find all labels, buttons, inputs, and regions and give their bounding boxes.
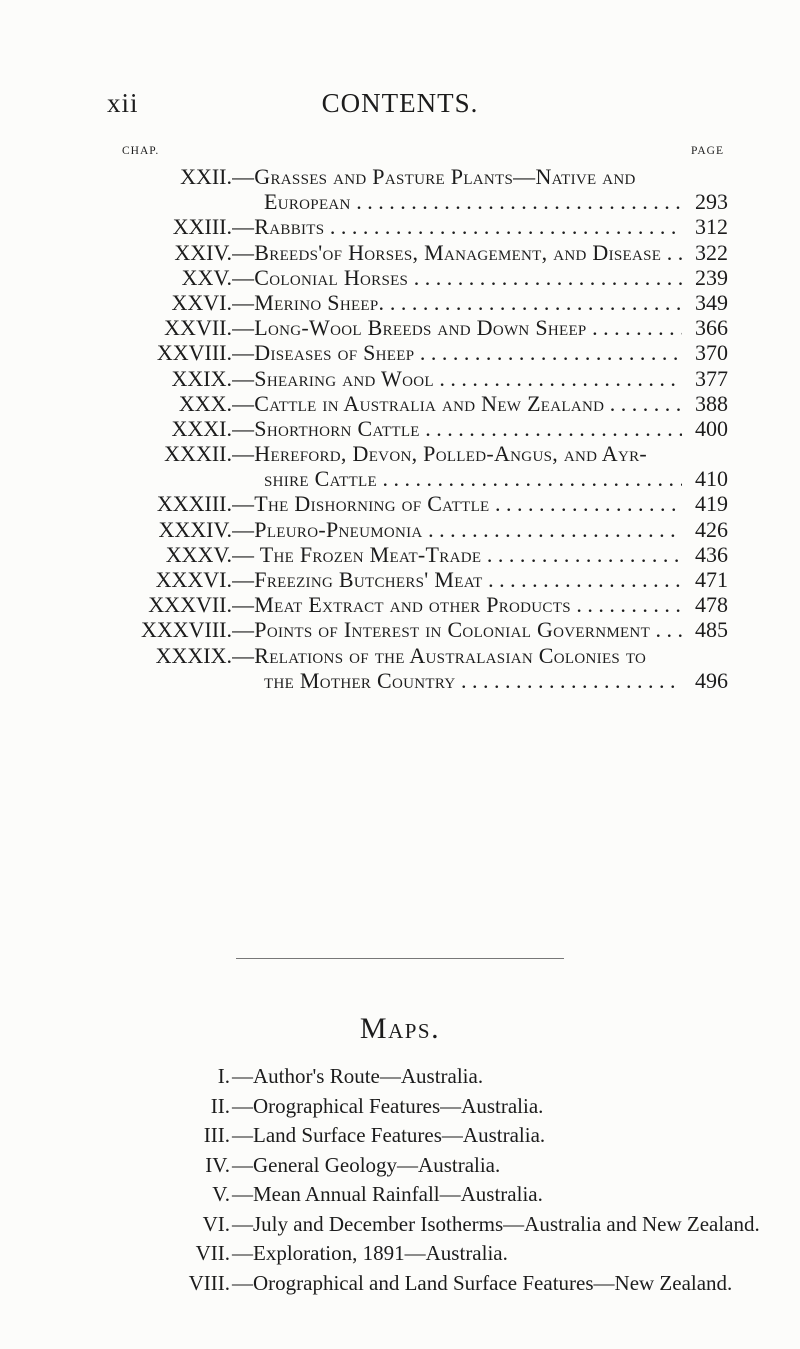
map-number: VI. bbox=[202, 1211, 230, 1236]
map-entry bbox=[0, 1121, 800, 1151]
page-ref: 485 bbox=[695, 617, 728, 643]
page-ref: 400 bbox=[695, 415, 728, 441]
toc-entry bbox=[0, 643, 800, 668]
dot-leader bbox=[351, 189, 682, 214]
chapter-title bbox=[232, 340, 682, 365]
chapter-title-text: —Points of Interest in Colonial Government bbox=[232, 617, 651, 643]
toc-entry bbox=[0, 441, 800, 466]
chapter-title bbox=[232, 416, 682, 441]
toc-entry bbox=[0, 164, 800, 189]
chapter-title-text: —Long-Wool Breeds and Down Sheep bbox=[232, 315, 587, 341]
chapter-number: XXXVII. bbox=[148, 592, 232, 618]
chapter-title bbox=[232, 643, 682, 668]
page-ref: 312 bbox=[695, 214, 728, 240]
dot-leader bbox=[377, 466, 682, 491]
toc-entry bbox=[0, 617, 800, 642]
chapter-title-text: —Rabbits bbox=[232, 214, 325, 240]
chapter-title-text: —Diseases of Sheep bbox=[232, 340, 415, 366]
chapter-title bbox=[232, 567, 682, 592]
map-number: VII. bbox=[195, 1241, 230, 1265]
chapter-title bbox=[232, 592, 682, 617]
toc-entry bbox=[0, 542, 800, 567]
maps-list bbox=[0, 1062, 800, 1298]
page-ref: 419 bbox=[695, 491, 728, 517]
chapter-title bbox=[232, 542, 682, 567]
toc-entry bbox=[0, 366, 800, 391]
chapter-title-text: —Freezing Butchers' Meat bbox=[232, 567, 483, 592]
map-number: IV. bbox=[205, 1152, 230, 1177]
page-column-head: PAGE bbox=[691, 145, 724, 157]
dot-leader bbox=[661, 240, 682, 265]
page-ref: 436 bbox=[695, 541, 728, 567]
dot-leader bbox=[490, 491, 683, 516]
chapter-title-text: —Shorthorn Cattle bbox=[232, 415, 420, 441]
page-number: xii bbox=[107, 88, 139, 118]
chapter-title bbox=[232, 290, 682, 315]
dot-leader bbox=[587, 315, 682, 340]
dot-leader bbox=[434, 366, 682, 391]
map-title: —General Geology—Australia. bbox=[232, 1152, 501, 1177]
toc-entry bbox=[0, 240, 800, 265]
toc-entry bbox=[0, 265, 800, 290]
chapter-number: XXXIV. bbox=[158, 516, 232, 542]
dot-leader bbox=[604, 391, 682, 416]
map-number: II. bbox=[210, 1093, 230, 1118]
toc-entry bbox=[0, 340, 800, 365]
dot-leader bbox=[483, 567, 682, 592]
map-title: —Exploration, 1891—Australia. bbox=[232, 1241, 508, 1265]
toc-entry bbox=[0, 567, 800, 592]
chapter-title bbox=[264, 668, 682, 693]
dot-leader bbox=[455, 668, 682, 693]
dot-leader bbox=[420, 416, 682, 441]
chapter-title-text: shire Cattle bbox=[264, 466, 377, 492]
page-ref: 377 bbox=[695, 365, 728, 391]
chapter-title-text: —Relations of the Australasian Colonies to bbox=[232, 642, 647, 668]
chapter-title bbox=[232, 265, 682, 290]
toc-entry bbox=[0, 668, 800, 693]
chapter-number: XXVI. bbox=[171, 289, 232, 315]
chapter-title-text: —Grasses and Pasture Plants—Native and bbox=[232, 164, 636, 189]
chapter-title bbox=[232, 517, 682, 542]
toc-entry bbox=[0, 214, 800, 239]
chapter-number: XXX. bbox=[178, 390, 232, 416]
chapter-title bbox=[232, 214, 682, 239]
toc-entry bbox=[0, 517, 800, 542]
chapter-number: XXXII. bbox=[164, 441, 232, 467]
chapter-title-text: —Colonial Horses bbox=[232, 264, 409, 290]
chapter-number: XXXI. bbox=[171, 415, 232, 441]
map-entry bbox=[0, 1269, 800, 1299]
dot-leader bbox=[408, 265, 682, 290]
page-ref: 366 bbox=[695, 315, 728, 341]
toc-entry bbox=[0, 592, 800, 617]
chapter-title-text: European bbox=[264, 189, 351, 215]
page-ref: 349 bbox=[695, 289, 728, 315]
chapter-title-text: —Cattle in Australia and New Zealand bbox=[232, 390, 605, 416]
chapter-title bbox=[232, 617, 682, 642]
dot-leader bbox=[571, 592, 682, 617]
dot-leader bbox=[414, 340, 682, 365]
chapter-title-text: —The Dishorning of Cattle bbox=[232, 491, 490, 517]
chapter-number: XXV. bbox=[181, 264, 232, 290]
page-ref: 471 bbox=[695, 567, 728, 592]
map-number: V. bbox=[212, 1182, 230, 1206]
map-title: —Land Surface Features—Australia. bbox=[232, 1123, 546, 1147]
chapter-title bbox=[232, 366, 682, 391]
chapter-number: XXII. bbox=[180, 164, 232, 189]
map-entry bbox=[0, 1180, 800, 1210]
chapter-title bbox=[232, 391, 682, 416]
map-title: —Orographical and Land Surface Features—New Zealand. bbox=[232, 1270, 733, 1295]
toc-entry bbox=[0, 466, 800, 491]
toc-entry bbox=[0, 491, 800, 516]
chapter-title-text: —Shearing and Wool bbox=[232, 365, 434, 391]
map-title: —Mean Annual Rainfall—Australia. bbox=[232, 1182, 543, 1206]
dot-leader bbox=[423, 517, 682, 542]
chapter-title bbox=[264, 189, 682, 214]
map-number: VIII. bbox=[188, 1270, 230, 1295]
chapter-number: XXVII. bbox=[164, 315, 232, 341]
map-number: III. bbox=[203, 1123, 230, 1147]
chapter-title-text: —Merino Sheep. bbox=[232, 289, 385, 315]
chapter-number: XXXIX. bbox=[155, 642, 232, 668]
map-title: —Author's Route—Australia. bbox=[232, 1064, 484, 1088]
toc-entry bbox=[0, 290, 800, 315]
chapter-number: XXXVI. bbox=[155, 567, 232, 592]
section-divider bbox=[236, 958, 564, 959]
map-entry bbox=[0, 1151, 800, 1181]
map-entry bbox=[0, 1062, 800, 1092]
chapter-number: XXVIII. bbox=[156, 340, 232, 366]
page-ref: 370 bbox=[695, 340, 728, 366]
chapter-title bbox=[232, 441, 682, 466]
chapter-list bbox=[0, 164, 800, 693]
chapter-title-text: —Hereford, Devon, Polled-Angus, and Ayr- bbox=[232, 441, 648, 467]
map-entry bbox=[0, 1092, 800, 1122]
chapter-title bbox=[264, 466, 682, 491]
chapter-title bbox=[232, 315, 682, 340]
page-ref: 293 bbox=[695, 189, 728, 215]
dot-leader bbox=[384, 290, 682, 315]
chap-column-head: CHAP. bbox=[122, 145, 160, 157]
chapter-number: XXXIII. bbox=[156, 491, 232, 517]
chapter-title bbox=[232, 240, 682, 265]
maps-heading: Maps. bbox=[359, 1012, 441, 1045]
map-entry bbox=[0, 1239, 800, 1269]
chapter-title-text: —Pleuro-Pneumonia bbox=[232, 516, 423, 542]
running-title: CONTENTS. bbox=[321, 88, 479, 118]
page-ref: 239 bbox=[695, 264, 728, 290]
dot-leader bbox=[324, 214, 682, 239]
chapter-number: XXIV. bbox=[174, 239, 232, 265]
map-entry bbox=[0, 1210, 800, 1240]
map-title: —Orographical Features—Australia. bbox=[232, 1093, 544, 1118]
toc-entry bbox=[0, 315, 800, 340]
chapter-title-text: —Meat Extract and other Products bbox=[232, 592, 571, 618]
dot-leader bbox=[650, 617, 682, 642]
toc-entry bbox=[0, 416, 800, 441]
chapter-title-text: —Breeds'of Horses, Management, and Disease bbox=[232, 239, 662, 265]
chapter-title bbox=[232, 164, 682, 189]
page-ref: 496 bbox=[695, 667, 728, 693]
page-header bbox=[0, 88, 800, 132]
chapter-number: XXIX. bbox=[171, 365, 232, 391]
map-number: I. bbox=[217, 1064, 230, 1088]
page-ref: 410 bbox=[695, 466, 728, 492]
chapter-number: XXXV. bbox=[165, 541, 232, 567]
page-ref: 478 bbox=[695, 592, 728, 618]
chapter-title-text: — The Frozen Meat-Trade bbox=[232, 541, 482, 567]
chapter-title-text: the Mother Country bbox=[264, 667, 456, 693]
chapter-title bbox=[232, 491, 682, 516]
toc-entry bbox=[0, 391, 800, 416]
chapter-number: XXIII. bbox=[172, 214, 232, 240]
map-title: —July and December Isotherms—Australia and New Zealand. bbox=[232, 1211, 760, 1236]
page-ref: 426 bbox=[695, 516, 728, 542]
dot-leader bbox=[481, 542, 682, 567]
page-ref: 322 bbox=[695, 239, 728, 265]
page-ref: 388 bbox=[695, 390, 728, 416]
chapter-number: XXXVIII. bbox=[140, 617, 232, 643]
toc-entry bbox=[0, 189, 800, 214]
